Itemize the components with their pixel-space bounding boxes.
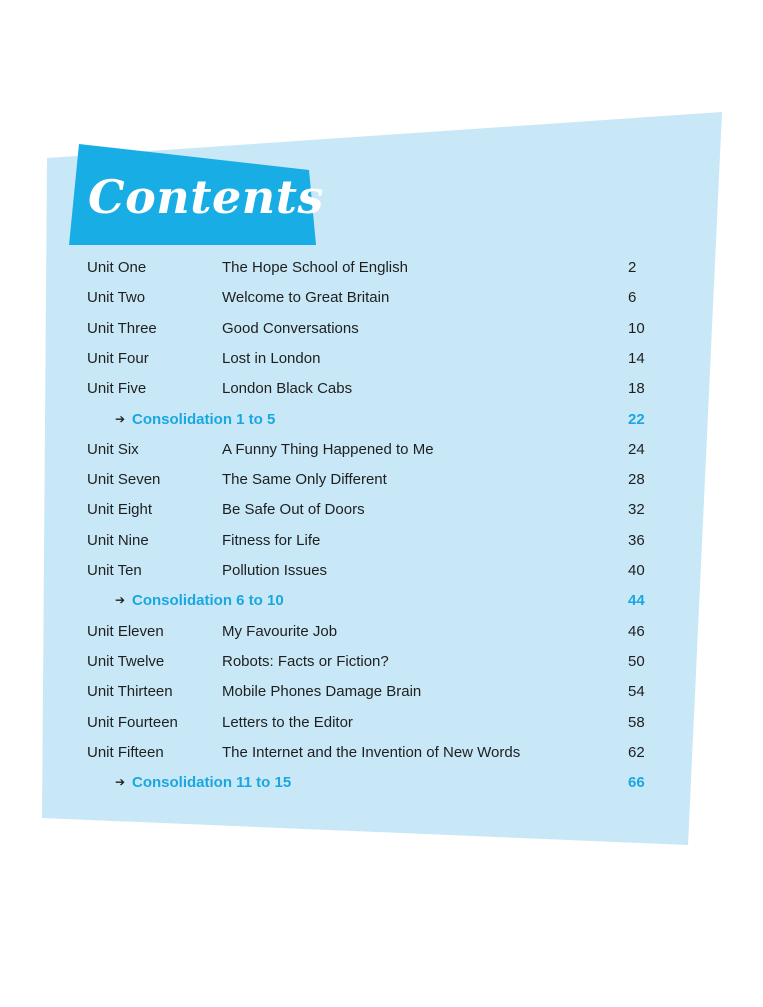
page-number: 10 — [628, 319, 645, 337]
unit-row[interactable] — [0, 320, 763, 344]
unit-title: The Same Only Different — [222, 471, 387, 489]
arrow-right-icon: ➔ — [115, 411, 126, 426]
page-number: 58 — [628, 713, 645, 731]
unit-title: London Black Cabs — [222, 380, 353, 398]
unit-row[interactable] — [0, 562, 763, 586]
unit-title: Mobile Phones Damage Brain — [222, 683, 422, 701]
page-number: 28 — [628, 471, 645, 489]
unit-label: Unit Fourteen — [87, 713, 178, 731]
unit-label: Unit Three — [87, 319, 157, 337]
unit-row[interactable] — [0, 380, 763, 404]
unit-label: Unit Seven — [87, 471, 161, 489]
consolidation-row[interactable] — [0, 411, 763, 435]
page-number: 2 — [628, 259, 637, 276]
unit-label: Unit Eleven — [87, 622, 164, 640]
unit-title: The Hope School of English — [222, 259, 408, 276]
consolidation-row[interactable] — [0, 592, 763, 616]
unit-row[interactable] — [0, 501, 763, 525]
page-number: 24 — [628, 440, 645, 458]
page-number: 66 — [628, 774, 645, 792]
unit-label: Unit Eight — [87, 501, 153, 519]
unit-title: My Favourite Job — [222, 622, 338, 640]
unit-title: The Internet and the Invention of New Words — [222, 743, 521, 761]
unit-row[interactable] — [0, 714, 763, 738]
unit-title: Fitness for Life — [222, 531, 321, 549]
page-number: 36 — [628, 531, 645, 549]
arrow-right-icon: ➔ — [115, 593, 126, 608]
page-number: 62 — [628, 743, 645, 761]
page-number: 46 — [628, 622, 645, 640]
page-number: 14 — [628, 349, 645, 367]
page-number: 40 — [628, 562, 645, 579]
consolidation-title: Consolidation 11 to 15 — [132, 774, 292, 792]
unit-row[interactable] — [0, 350, 763, 374]
unit-label: Unit Four — [87, 349, 149, 367]
unit-row[interactable] — [0, 623, 763, 647]
page-number: 50 — [628, 652, 645, 670]
unit-row[interactable] — [0, 441, 763, 465]
consolidation-row[interactable] — [0, 774, 763, 798]
consolidation-title: Consolidation 1 to 5 — [132, 410, 276, 428]
unit-title: Be Safe Out of Doors — [222, 501, 365, 519]
unit-label: Unit Ten — [87, 562, 142, 579]
unit-label: Unit Two — [87, 289, 146, 307]
unit-title: Welcome to Great Britain — [222, 289, 390, 307]
unit-row[interactable] — [0, 289, 763, 313]
unit-label: Unit Nine — [87, 531, 149, 549]
page-number: 22 — [628, 410, 645, 428]
page-number: 44 — [628, 592, 645, 610]
page-number: 18 — [628, 380, 645, 398]
unit-title: Good Conversations — [222, 319, 359, 337]
unit-title: A Funny Thing Happened to Me — [222, 440, 434, 458]
unit-label: Unit Twelve — [87, 652, 165, 670]
unit-row[interactable] — [0, 259, 763, 283]
unit-title: Lost in London — [222, 349, 321, 367]
unit-label: Unit Six — [87, 440, 139, 458]
unit-label: Unit Five — [87, 380, 147, 398]
unit-title: Pollution Issues — [222, 562, 328, 579]
unit-label: Unit Fifteen — [87, 743, 164, 761]
unit-row[interactable] — [0, 744, 763, 768]
consolidation-title: Consolidation 6 to 10 — [132, 592, 284, 610]
unit-row[interactable] — [0, 471, 763, 495]
unit-row[interactable] — [0, 653, 763, 677]
unit-label: Unit One — [87, 259, 147, 276]
unit-title: Letters to the Editor — [222, 713, 353, 731]
page-number: 32 — [628, 501, 645, 519]
unit-row[interactable] — [0, 683, 763, 707]
page-title: Contents — [88, 170, 324, 224]
unit-title: Robots: Facts or Fiction? — [222, 652, 389, 670]
arrow-right-icon: ➔ — [115, 775, 126, 790]
unit-label: Unit Thirteen — [87, 683, 173, 701]
page-number: 6 — [628, 289, 637, 307]
page-number: 54 — [628, 683, 645, 701]
unit-row[interactable] — [0, 532, 763, 556]
